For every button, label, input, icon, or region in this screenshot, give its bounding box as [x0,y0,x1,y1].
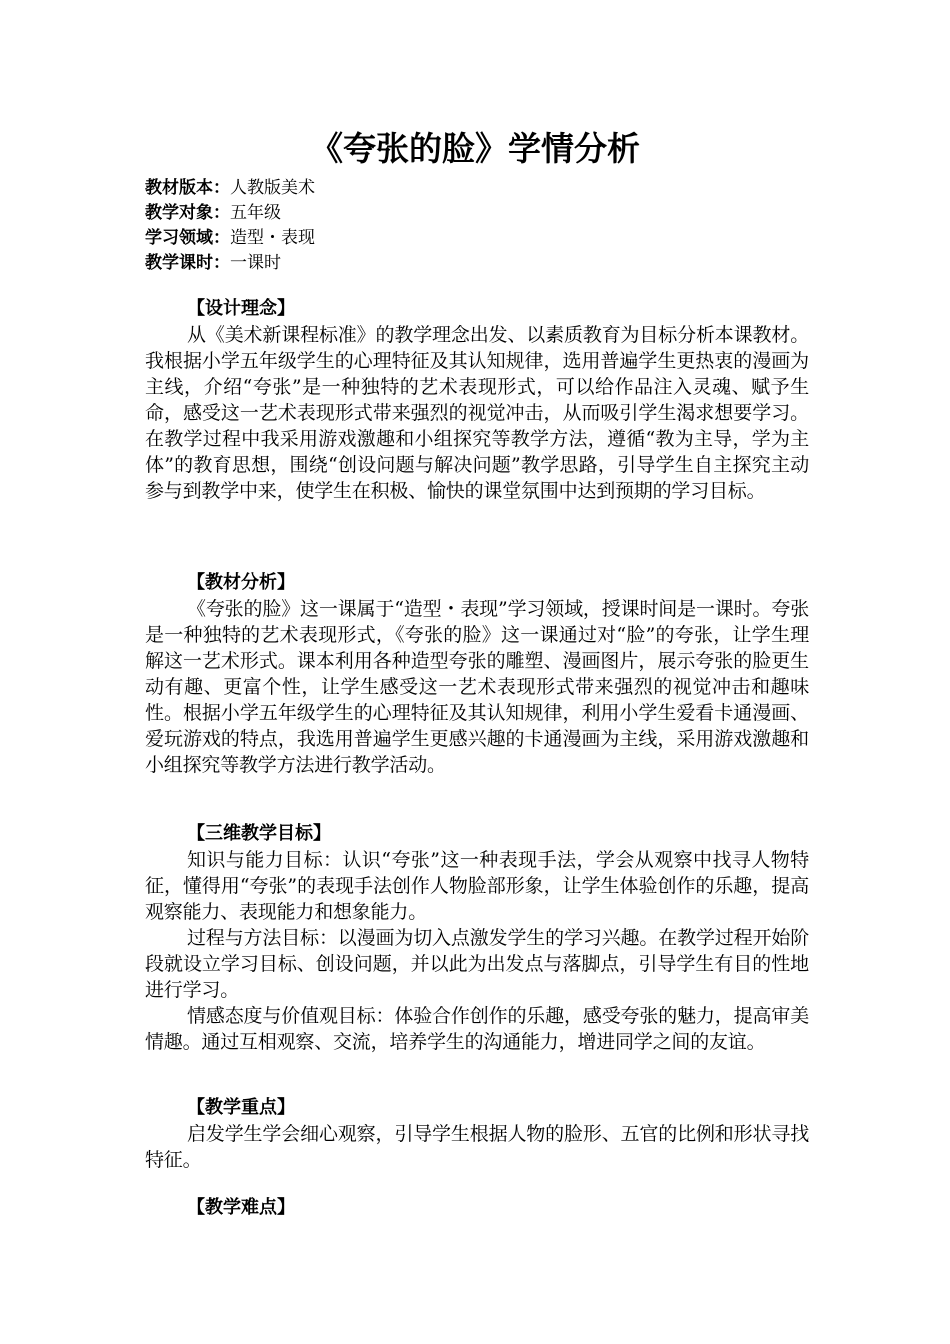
paragraph: 过程与方法目标：以漫画为切入点激发学生的学习兴趣。在教学过程开始阶段就设立学习目标、创设问题，并以此为出发点与落脚点，引导学生有目的性地进行学习。 [145,927,809,1001]
section-textbook-analysis [145,570,809,778]
course-info-hours [145,251,805,276]
course-info-audience [145,201,805,226]
section-teaching-goals [145,821,809,1055]
info-key: 教材版本： [145,178,230,198]
info-value: 造型・表现 [230,228,315,248]
paragraph: 启发学生学会细心观察，引导学生根据人物的脸形、五官的比例和形状寻找特征。 [145,1123,809,1171]
info-value: 五年级 [230,203,281,223]
section-difficulties [145,1195,809,1221]
section-heading: 【教学难点】 [187,1197,295,1218]
paragraph: 知识与能力目标：认识“夸张”这一种表现手法，学会从观察中找寻人物特征，懂得用“夸张”的表现手法创作人物脸部形象，让学生体验创作的乐趣，提高观察能力、表现能力和想象能力。 [145,849,809,923]
info-key: 教学课时： [145,253,230,273]
course-info-domain [145,226,805,251]
section-key-points [145,1095,809,1173]
paragraph: 《夸张的脸》这一课属于“造型・表现”学习领域，授课时间是一课时。夸张是一种独特的艺术表现形式，《夸张的脸》这一课通过对“脸”的夸张，让学生理解这一艺术形式。课本利用各种造型夸张的雕塑、漫画图片，展示夸张的脸更生动有趣、更富个性，让学生感受这一艺术表现形式带来强烈的视觉冲击和趣味性。根据小学五年级学生的心理特征及其认知规律，利用小学生爱看卡通漫画、爱玩游戏的特点，我选用普遍学生更感兴趣的卡通漫画为主线，采用游戏激趣和小组探究等教学方法进行教学活动。 [145,598,809,776]
document-title: 《夸张的脸》学情分析 [310,129,640,168]
paragraph: 从《美术新课程标准》的教学理念出发、以素质教育为目标分析本课教材。我根据小学五年级学生的心理特征及其认知规律，选用普遍学生更热衷的漫画为主线，介绍“夸张”是一种独特的艺术表现形式，可以给作品注入灵魂、赋予生命，感受这一艺术表现形式带来强烈的视觉冲击，从而吸引学生渴求想要学习。在教学过程中我采用游戏激趣和小组探究等教学方法，遵循“教为主导，学为主体”的教育思想，围绕“创设问题与解决问题”教学思路，引导学生自主探究主动参与到教学中来，使学生在积极、愉快的课堂氛围中达到预期的学习目标。 [145,324,809,502]
paragraph: 情感态度与价值观目标：体验合作创作的乐趣，感受夸张的魅力，提高审美情趣。通过互相观察、交流，培养学生的沟通能力，增进同学之间的友谊。 [145,1005,809,1053]
section-heading: 【设计理念】 [187,298,295,319]
section-design-concept [145,296,809,504]
section-heading: 【教材分析】 [187,572,295,593]
course-info [145,176,805,276]
info-value: 一课时 [230,253,281,273]
info-key: 学习领域： [145,228,230,248]
course-info-textbook [145,176,805,201]
section-heading: 【三维教学目标】 [187,823,331,844]
info-key: 教学对象： [145,203,230,223]
section-heading: 【教学重点】 [187,1097,295,1118]
info-value: 人教版美术 [230,178,315,198]
